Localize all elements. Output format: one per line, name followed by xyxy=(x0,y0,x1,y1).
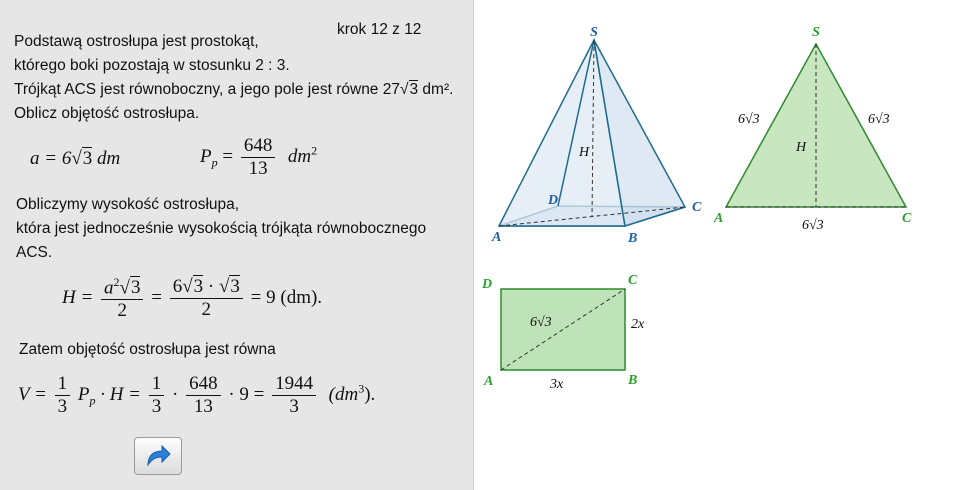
pyramid-label-d: D xyxy=(548,193,559,208)
height-f1-root: 3 xyxy=(130,277,141,299)
volume-fraction-1 xyxy=(55,374,71,417)
height-lhs: H = xyxy=(62,286,94,308)
height-f1-exp: 2 xyxy=(113,275,120,289)
rectangle-label-a: A xyxy=(484,374,494,389)
volume-unit-exp: 3 xyxy=(358,381,365,396)
problem-line-2: którego boki pozostają w stosunku 2 : 3. xyxy=(14,57,290,74)
volume-f3-num: 648 xyxy=(186,374,221,396)
volume-unit: (dm xyxy=(328,383,359,405)
given-edge-formula: a = 6√3 dm xyxy=(30,148,121,169)
height-fraction-2 xyxy=(170,277,243,320)
edge-lhs: a = 6 xyxy=(30,148,72,169)
given-area-formula xyxy=(200,136,317,179)
volume-fraction-3 xyxy=(186,374,221,417)
volume-p-sub: p xyxy=(89,393,96,408)
triangle-label-h: H xyxy=(796,140,807,155)
rectangle-diagonal-label: 6√3 xyxy=(530,315,552,330)
triangle-label-s: S xyxy=(812,25,820,40)
triangle-side-left: 6√3 xyxy=(738,112,760,127)
next-step-button[interactable] xyxy=(134,437,182,475)
area-den: 13 xyxy=(248,157,268,179)
rectangle-bottom-side-label: 3x xyxy=(550,377,564,392)
height-f2-root-1: 3 xyxy=(193,276,204,298)
triangle-label-a: A xyxy=(714,211,724,226)
height-fraction-2-num: 6√3 · √3 xyxy=(170,277,243,299)
volume-f1-num: 1 xyxy=(55,374,71,396)
sqrt-sign: √ xyxy=(399,81,409,98)
pyramid-label-b: B xyxy=(628,231,638,246)
height-formula xyxy=(62,276,322,321)
volume-mid: · H = xyxy=(95,383,141,405)
redo-arrow-icon xyxy=(144,443,172,469)
problem-line-4: Oblicz objętość ostrosłupa. xyxy=(14,105,200,122)
volume-dot: · xyxy=(172,383,184,405)
problem-line-1: Podstawą ostrosłupa jest prostokąt, xyxy=(14,33,259,50)
explanation-line-2: która jest jednocześnie wysokością trójkąta równobocznego xyxy=(16,220,427,237)
volume-formula xyxy=(18,374,375,417)
height-fraction-2-den: 2 xyxy=(201,299,212,321)
height-result: = 9 (dm). xyxy=(250,286,323,308)
base-rectangle-figure xyxy=(478,268,678,398)
edge-unit: dm xyxy=(97,148,121,169)
height-eq-1: = xyxy=(151,286,162,308)
problem-line-3-root: 3 xyxy=(409,81,419,98)
area-exp: 2 xyxy=(311,143,318,158)
height-fraction-1-den: 2 xyxy=(117,300,128,322)
volume-f1-den: 3 xyxy=(57,395,68,417)
area-unit: dm xyxy=(287,145,312,167)
volume-fraction-2 xyxy=(149,374,165,417)
volume-fraction-4 xyxy=(272,374,316,417)
pyramid-figure xyxy=(480,14,720,254)
rectangle-right-side-label: 2x xyxy=(631,317,645,332)
area-lhs: P xyxy=(200,145,212,167)
pyramid-label-a: A xyxy=(492,230,502,245)
volume-f4-num: 1944 xyxy=(272,374,316,396)
pyramid-label-c: C xyxy=(692,200,702,215)
rectangle-label-c: C xyxy=(628,273,638,288)
volume-unit-end: ). xyxy=(364,383,376,405)
area-num: 648 xyxy=(241,136,276,158)
area-sub: p xyxy=(211,155,218,170)
volume-f2-den: 3 xyxy=(151,395,162,417)
pyramid-label-s: S xyxy=(590,25,598,40)
volume-p: P xyxy=(77,383,90,405)
area-fraction xyxy=(241,136,276,179)
height-f2-root-2: 3 xyxy=(230,276,240,298)
volume-f4-den: 3 xyxy=(289,395,299,417)
height-f2-dot: · xyxy=(203,276,219,298)
problem-line-3 xyxy=(14,81,453,99)
conclusion-line: Zatem objętość ostrosłupa jest równa xyxy=(19,341,276,358)
triangle-base-label: 6√3 xyxy=(802,218,824,233)
height-fraction-1-num: $a^2√3$ xyxy=(101,276,143,300)
pyramid-label-h: H xyxy=(579,145,590,160)
height-f2-a: 6 xyxy=(172,276,183,298)
rectangle-label-d: D xyxy=(482,277,493,292)
edge-root: 3 xyxy=(82,148,93,169)
problem-line-3-unit: dm². xyxy=(418,81,454,98)
explanation-line-1: Obliczymy wysokość ostrosłupa, xyxy=(16,196,240,213)
volume-lhs: V = xyxy=(18,383,47,405)
height-f1-a: a xyxy=(104,277,114,299)
explanation-line-3: ACS. xyxy=(16,244,53,261)
rectangle-label-b: B xyxy=(628,373,638,388)
step-counter: krok 12 z 12 xyxy=(337,21,422,38)
volume-times-9: · 9 = xyxy=(228,383,265,405)
volume-f3-den: 13 xyxy=(193,395,213,417)
triangle-acs-figure xyxy=(710,14,930,239)
volume-f2-num: 1 xyxy=(149,374,165,396)
triangle-side-right: 6√3 xyxy=(868,112,890,127)
triangle-label-c: C xyxy=(902,211,912,226)
height-fraction-1 xyxy=(101,276,143,321)
problem-line-3-text: Trójkąt ACS jest równoboczny, a jego pole jest równe 27 xyxy=(14,81,400,98)
area-eq: = xyxy=(222,145,234,167)
